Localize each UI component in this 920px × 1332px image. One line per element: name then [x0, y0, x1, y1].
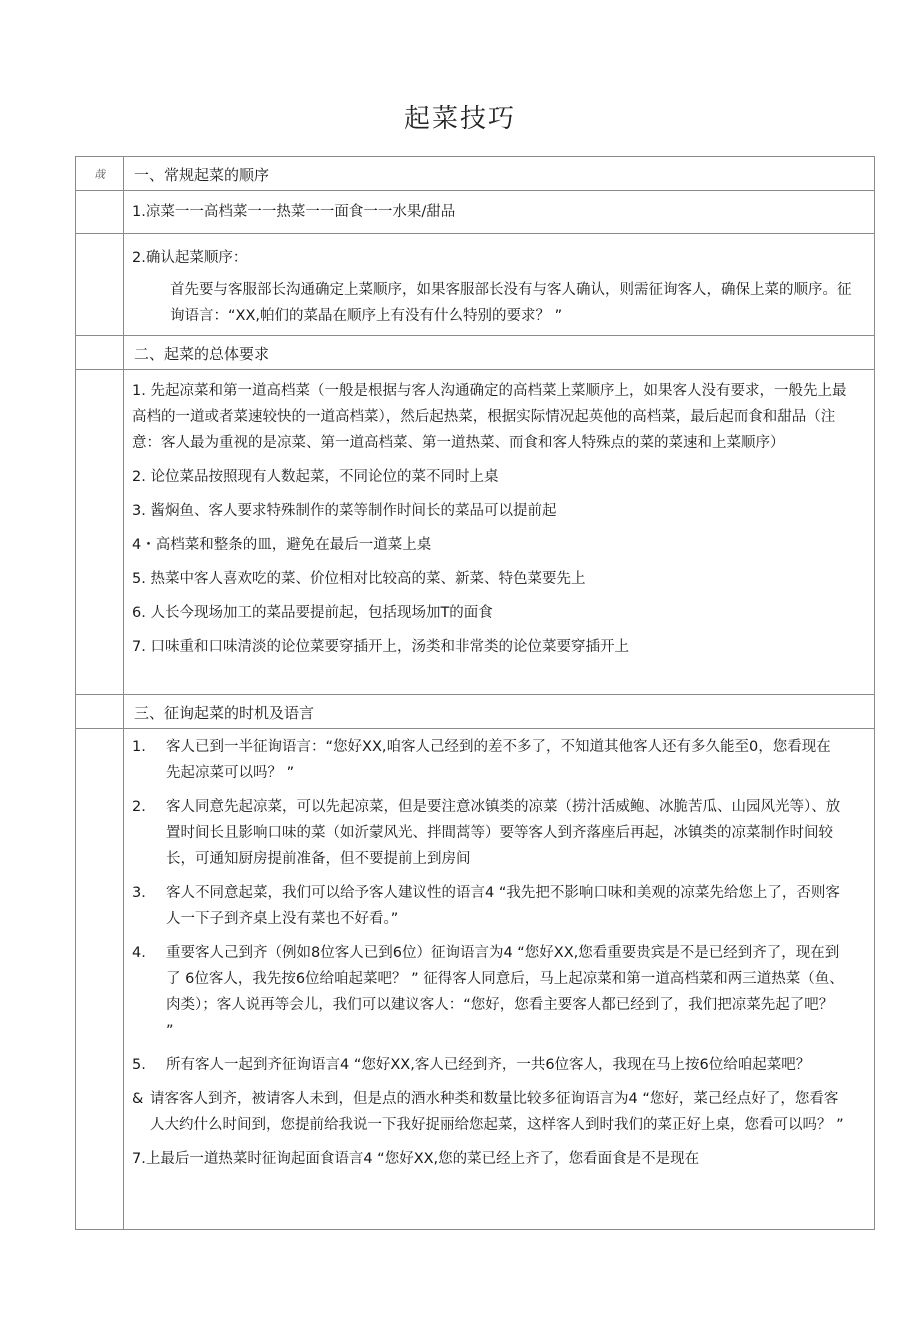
- section3-item: 客人同意先起凉菜，可以先起凉菜，但是要注意冰镇类的凉菜（捞汁活威鲍、冰脆苦瓜、山园风光等）、放置时间长且影响口味的菜（如沂蒙风光、拌間蒿等）要等客人到齐落座后再起，冰镇类的凉菜制作时间较长，可通知厨房提前准备，但不要提前上到房间: [166, 799, 841, 867]
- section2-item: 1. 先起凉菜和第一道高档菜（一般是根据与客人沟通确定的高档菜上菜顺序上，如果客人没有要求，一般先上最高档的一道或者菜速较快的一道高档菜），然后起热菜，根据实际情况起英他的高档菜，最后起而食和甜品（注意：客人最为重视的是凉菜、第一道高档菜、第一道热菜、而食和客人特殊点的菜的菜速和上菜顺序）: [132, 383, 847, 451]
- list-number: 4.: [132, 945, 146, 961]
- section3-items-row: [76, 729, 875, 1230]
- section2-item: 4・高档菜和整条的皿，避免在最后一道菜上桌: [132, 537, 432, 553]
- list-number: 1.: [132, 739, 146, 755]
- section3-heading-row: [76, 695, 875, 729]
- content-table: [75, 156, 875, 1230]
- section1-heading: 一、常规起菜的顺序: [124, 157, 875, 191]
- section2-item: 5. 热菜中客人喜欢吃的菜、价位相对比较高的菜、新菜、特色菜要先上: [132, 571, 586, 587]
- section1-item2-body: 首先要与客服部长沟通确定上菜顺序，如果客服部长没有与客人确认，则需征询客人，确保上菜的顺序。征询语言：“XX,帕们的菜晶在顺序上有没有什么特别的要求？ ”: [170, 282, 852, 324]
- row-tag: 哉: [76, 157, 124, 191]
- section3-item: 客人已到一半征询语言：“您好XX,咱客人己经到的差不多了，不知道其他客人还有多久能至0，您看现在先起凉菜可以吗？ ”: [166, 739, 831, 781]
- section3-item: 上最后一道热菜时征询起面食语言4 “您好XX,您的菜已经上齐了，您看面食是不是现在: [145, 1151, 700, 1167]
- section1-item1-row: [76, 191, 875, 234]
- list-number: 3.: [132, 885, 146, 901]
- section2-items-row: [76, 370, 875, 695]
- section3-item: 客人不同意起菜，我们可以给予客人建议性的语言4 “我先把不影响口味和美观的凉菜先给您上了，否则客人一下子到齐桌上没有菜也不好看。”: [166, 885, 840, 927]
- page-title: 起菜技巧: [403, 104, 516, 134]
- section2-item: 7. 口味重和口味清淡的论位菜要穿插开上，汤类和非常类的论位菜要穿插开上: [132, 639, 629, 655]
- section2-heading: 二、起菜的总体要求: [124, 336, 875, 370]
- section2-item: 6. 人长今现场加工的菜品要提前起，包括现场加T的面食: [132, 605, 493, 621]
- list-number: 5.: [132, 1057, 146, 1073]
- section1-item1: 1.凉菜一一高档菜一一热菜一一面食一一水果/甜品: [132, 204, 456, 220]
- section3-item: 请客客人到齐，被请客人未到，但是点的酒水种类和数量比较多征询语言为4 “您好，菜己经点好了，您看客人大约什么时间到，您提前给我说一下我好捉丽给您起菜，这样客人到时我们的菜正好上桌，您看可以吗？ ”: [150, 1091, 844, 1133]
- section1-item2-row: [76, 234, 875, 336]
- list-number: &: [132, 1091, 144, 1107]
- section1-item2-label: 2.确认起菜顺序：: [132, 250, 248, 266]
- section3-item: 重要客人己到齐（例如8位客人已到6位）征询语言为4 “您好XX,您看重要贵宾是不是已经到齐了，现在到了 6位客人，我先按6位给咱起菜吧？ ” 征得客人同意后，马上起凉菜和第一道高档菜和两三道热菜（鱼、肉类）；客人说再等会儿，我们可以建议客人：“您好，您看主要客人都已经到了，我们把凉菜先起了吧？ ”: [166, 945, 844, 1039]
- section1-heading-row: [76, 157, 875, 191]
- section2-heading-row: [76, 336, 875, 370]
- list-number: 2.: [132, 799, 146, 815]
- section2-item: 3. 酱焖鱼、客人要求特殊制作的菜等制作时间长的菜品可以提前起: [132, 503, 557, 519]
- list-number: 7.: [132, 1151, 146, 1167]
- section2-item: 2. 论位菜品按照现有人数起菜，不同论位的菜不同时上桌: [132, 469, 499, 485]
- section3-heading: 三、征询起菜的时机及语言: [124, 695, 875, 729]
- section3-item: 所有客人一起到齐征询语言4 “您好XX,客人已经到齐，一共6位客人，我现在马上按6位给咱起菜吧？: [166, 1057, 811, 1073]
